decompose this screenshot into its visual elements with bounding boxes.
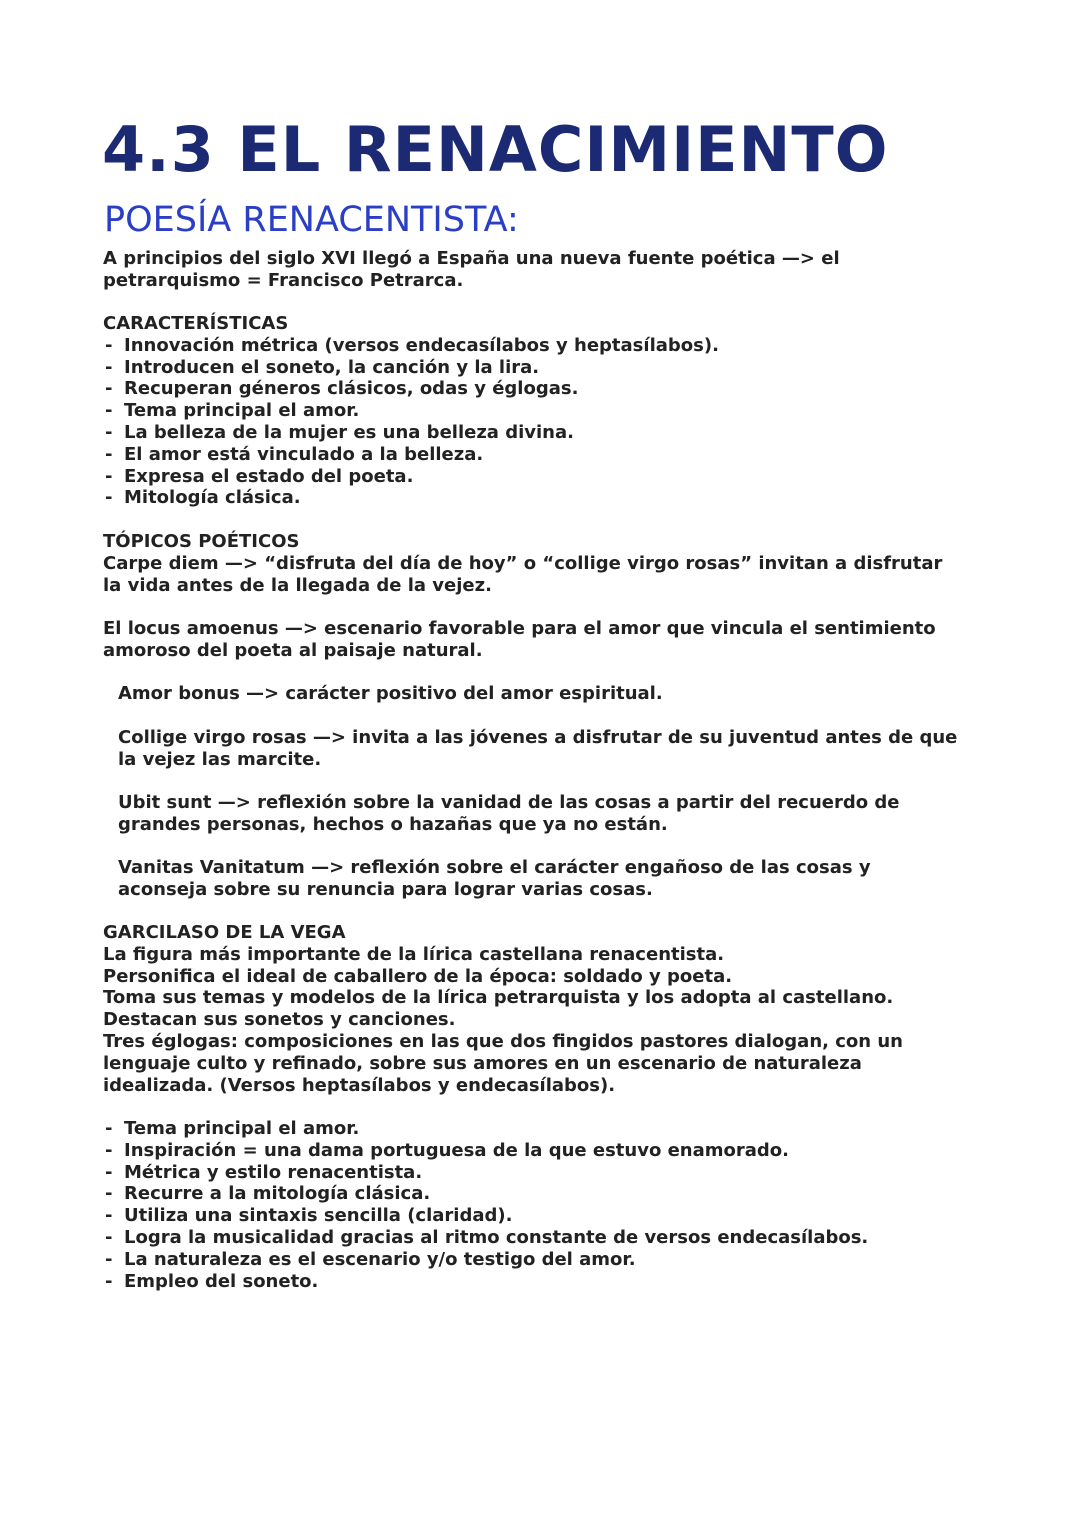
list-item: - Tema principal el amor. <box>103 1118 963 1140</box>
ubi-sunt-block <box>118 792 963 836</box>
list-item: - Empleo del soneto. <box>103 1271 963 1293</box>
page-title: 4.3 EL RENACIMIENTO <box>102 113 889 186</box>
garcilaso-line: Toma sus temas y modelos de la lírica petrarquista y los adopta al castellano. <box>103 987 894 1009</box>
list-item: - Métrica y estilo renacentista. <box>103 1162 963 1184</box>
garcilaso-list-block <box>103 1118 963 1292</box>
garcilaso-list <box>103 1118 963 1292</box>
list-item: - Tema principal el amor. <box>103 400 963 422</box>
caracteristicas-section <box>103 313 963 509</box>
caracteristicas-list <box>103 335 963 509</box>
ubi-sunt-paragraph: Ubit sunt —> reflexión sobre la vanidad de las cosas a partir del recuerdo de grandes personas, hechos o hazañas que ya no están. <box>118 792 900 835</box>
garcilaso-line: Destacan sus sonetos y canciones. <box>103 1009 456 1031</box>
list-item: - Logra la musicalidad gracias al ritmo constante de versos endecasílabos. <box>103 1227 963 1249</box>
list-item: - Expresa el estado del poeta. <box>103 466 963 488</box>
section-title: POESÍA RENACENTISTA: <box>104 200 519 240</box>
locus-amoenus-block <box>103 618 963 662</box>
vanitas-paragraph: Vanitas Vanitatum —> reflexión sobre el carácter engañoso de las cosas y aconseja sobre su renuncia para lograr varias cosas. <box>118 857 871 900</box>
intro-paragraph: A principios del siglo XVI llegó a España una nueva fuente poética —> el petrarquismo = Francisco Petrarca. <box>103 248 840 291</box>
vanitas-block <box>118 857 963 901</box>
topicos-heading: TÓPICOS POÉTICOS <box>103 531 300 552</box>
eglogas-paragraph: Tres églogas: composiciones en las que dos fingidos pastores dialogan, con un lenguaje culto y refinado, sobre sus amores en un escenario de naturaleza idealizada. (Versos heptasílabos y endecasílabos). <box>103 1030 903 1096</box>
caracteristicas-heading: CARACTERÍSTICAS <box>103 313 289 334</box>
garcilaso-heading: GARCILASO DE LA VEGA <box>103 922 346 943</box>
garcilaso-line: La figura más importante de la lírica castellana renacentista. <box>103 943 725 965</box>
amor-bonus-paragraph: Amor bonus —> carácter positivo del amor espiritual. <box>118 683 663 704</box>
intro-block <box>103 248 963 292</box>
garcilaso-line: Personifica el ideal de caballero de la época: soldado y poeta. <box>103 965 733 987</box>
amor-bonus-block <box>118 683 963 705</box>
list-item: - Recuperan géneros clásicos, odas y églogas. <box>103 378 963 400</box>
collige-block <box>118 727 963 771</box>
carpe-diem-paragraph: Carpe diem —> “disfruta del día de hoy” o “collige virgo rosas” invitan a disfrutar la vida antes de la llegada de la vejez. <box>103 552 943 596</box>
list-item: - Inspiración = una dama portuguesa de la que estuvo enamorado. <box>103 1140 963 1162</box>
list-item: - Recurre a la mitología clásica. <box>103 1183 963 1205</box>
collige-paragraph: Collige virgo rosas —> invita a las jóvenes a disfrutar de su juventud antes de que la vejez las marcite. <box>118 727 958 770</box>
list-item: - Utiliza una sintaxis sencilla (claridad). <box>103 1205 963 1227</box>
list-item: - La belleza de la mujer es una belleza divina. <box>103 422 963 444</box>
locus-amoenus-paragraph: El locus amoenus —> escenario favorable para el amor que vincula el sentimiento amoroso del poeta al paisaje natural. <box>103 618 936 661</box>
list-item: - Mitología clásica. <box>103 487 963 509</box>
topicos-section <box>103 531 963 596</box>
list-item: - La naturaleza es el escenario y/o testigo del amor. <box>103 1249 963 1271</box>
list-item: - Innovación métrica (versos endecasílabos y heptasílabos). <box>103 335 963 357</box>
garcilaso-section <box>103 922 963 1096</box>
list-item: - El amor está vinculado a la belleza. <box>103 444 963 466</box>
list-item: - Introducen el soneto, la canción y la lira. <box>103 357 963 379</box>
